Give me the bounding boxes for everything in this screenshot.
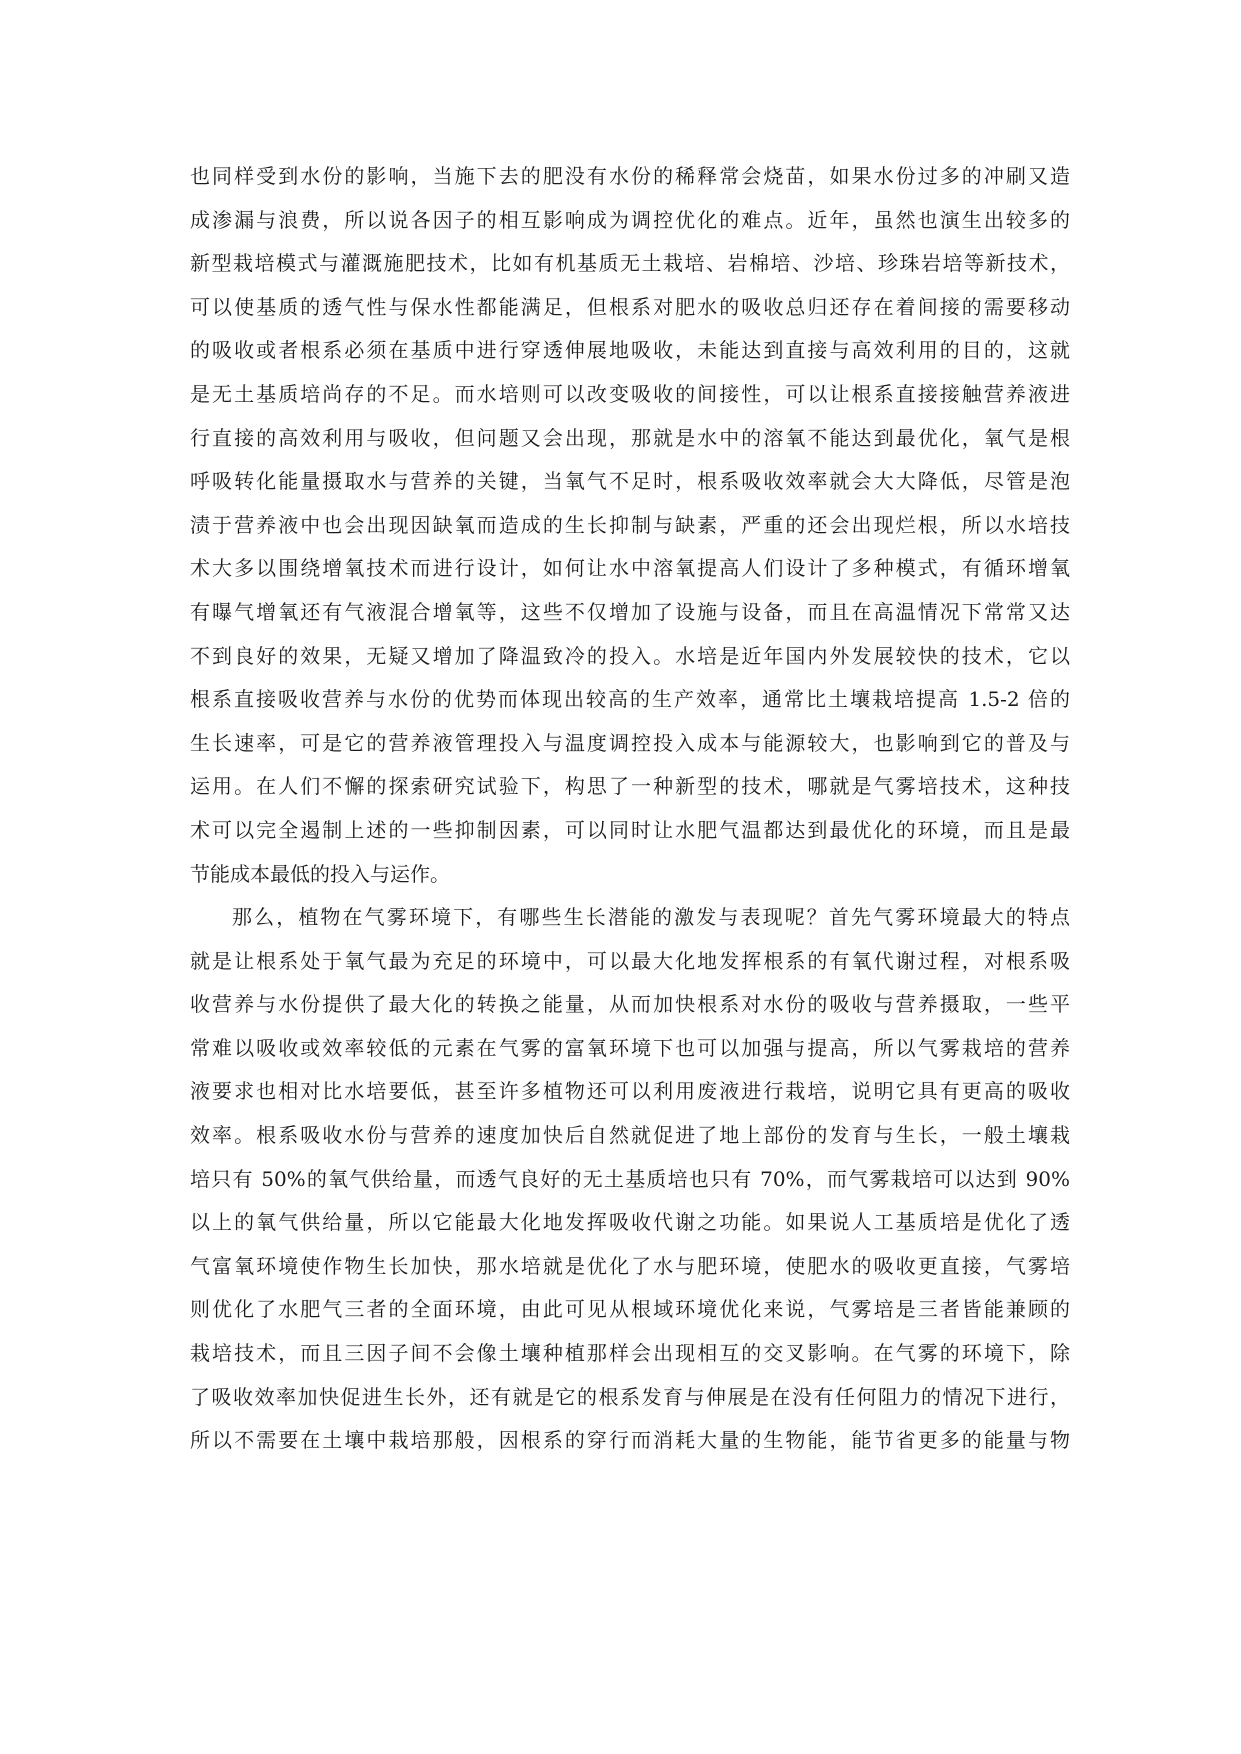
text-line: 栽培技术，而且三因子间不会像土壤种植那样会出现相互的交叉影响。在气雾的环境下，除: [190, 1341, 1070, 1366]
text-line: 呼吸转化能量摄取水与营养的关键，当氧气不足时，根系吸收效率就会大大降低，尽管是泡: [190, 469, 1070, 494]
text-line: 常难以吸收或效率较低的元素在气雾的富氧环境下也可以加强与提高，所以气雾栽培的营养: [190, 1035, 1070, 1060]
body-text: [190, 155, 1070, 1463]
text-line: 收营养与水份提供了最大化的转换之能量，从而加快根系对水份的吸收与营养摄取，一些平: [190, 992, 1070, 1017]
text-line: 生长速率，可是它的营养液管理投入与温度调控投入成本与能源较大，也影响到它的普及与: [190, 730, 1070, 755]
text-line: 成渗漏与浪费，所以说各因子的相互影响成为调控优化的难点。近年，虽然也演生出较多的: [190, 207, 1070, 232]
text-line: 行直接的高效利用与吸收，但问题又会出现，那就是水中的溶氧不能达到最优化，氧气是根: [190, 425, 1070, 450]
text-line: 液要求也相对比水培要低，甚至许多植物还可以利用废液进行栽培，说明它具有更高的吸收: [190, 1079, 1070, 1104]
text-line: 术可以完全遏制上述的一些抑制因素，可以同时让水肥气温都达到最优化的环境，而且是最: [190, 817, 1070, 842]
text-line: 所以不需要在土壤中栽培那般，因根系的穿行而消耗大量的生物能，能节省更多的能量与物: [190, 1428, 1070, 1453]
text-line: 有曝气增氧还有气液混合增氧等，这些不仅增加了设施与设备，而且在高温情况下常常又达: [190, 599, 1070, 624]
paragraph-1: [190, 155, 1070, 896]
text-line: 是无土基质培尚存的不足。而水培则可以改变吸收的间接性，可以让根系直接接触营养液进: [190, 381, 1070, 406]
text-line: 就是让根系处于氧气最为充足的环境中，可以最大化地发挥根系的有氧代谢过程，对根系吸: [190, 948, 1070, 973]
paragraph-2: [190, 896, 1070, 1463]
text-line: 气富氧环境使作物生长加快，那水培就是优化了水与肥环境，使肥水的吸收更直接，气雾培: [190, 1253, 1070, 1278]
text-line: 了吸收效率加快促进生长外，还有就是它的根系发育与伸展是在没有任何阻力的情况下进行，: [190, 1384, 1070, 1409]
text-line: 新型栽培模式与灌溉施肥技术，比如有机基质无土栽培、岩棉培、沙培、珍珠岩培等新技术，: [190, 251, 1070, 276]
text-line: 也同样受到水份的影响，当施下去的肥没有水份的稀释常会烧苗，如果水份过多的冲刷又造: [190, 164, 1070, 188]
text-line: 根系直接吸收营养与水份的优势而体现出较高的生产效率，通常比土壤栽培提高 1.5-2 倍的: [190, 687, 1070, 712]
text-line: 的吸收或者根系必须在基质中进行穿透伸展地吸收，未能达到直接与高效利用的目的，这就: [190, 338, 1070, 363]
text-line: 渍于营养液中也会出现因缺氧而造成的生长抑制与缺素，严重的还会出现烂根，所以水培技: [190, 512, 1070, 537]
text-line: 培只有 50%的氧气供给量，而透气良好的无土基质培也只有 70%，而气雾栽培可以达到 90%: [190, 1166, 1070, 1191]
text-line: 则优化了水肥气三者的全面环境，由此可见从根域环境优化来说，气雾培是三者皆能兼顾的: [190, 1297, 1070, 1322]
text-line: 那么，植物在气雾环境下，有哪些生长潜能的激发与表现呢？首先气雾环境最大的特点: [232, 905, 1070, 930]
text-line: 不到良好的效果，无疑又增加了降温致冷的投入。水培是近年国内外发展较快的技术，它以: [190, 643, 1070, 668]
text-line: 以上的氧气供给量，所以它能最大化地发挥吸收代谢之功能。如果说人工基质培是优化了透: [190, 1210, 1070, 1235]
text-line: 效率。根系吸收水份与营养的速度加快后自然就促进了地上部份的发育与生长，一般土壤栽: [190, 1123, 1070, 1148]
text-line: 可以使基质的透气性与保水性都能满足，但根系对肥水的吸收总归还存在着间接的需要移动: [190, 294, 1070, 319]
text-line: 运用。在人们不懈的探索研究试验下，构思了一种新型的技术，哪就是气雾培技术，这种技: [190, 774, 1070, 799]
text-line: 术大多以围绕增氧技术而进行设计，如何让水中溶氧提高人们设计了多种模式，有循环增氧: [190, 556, 1070, 581]
text-line: 节能成本最低的投入与运作。: [190, 861, 450, 886]
